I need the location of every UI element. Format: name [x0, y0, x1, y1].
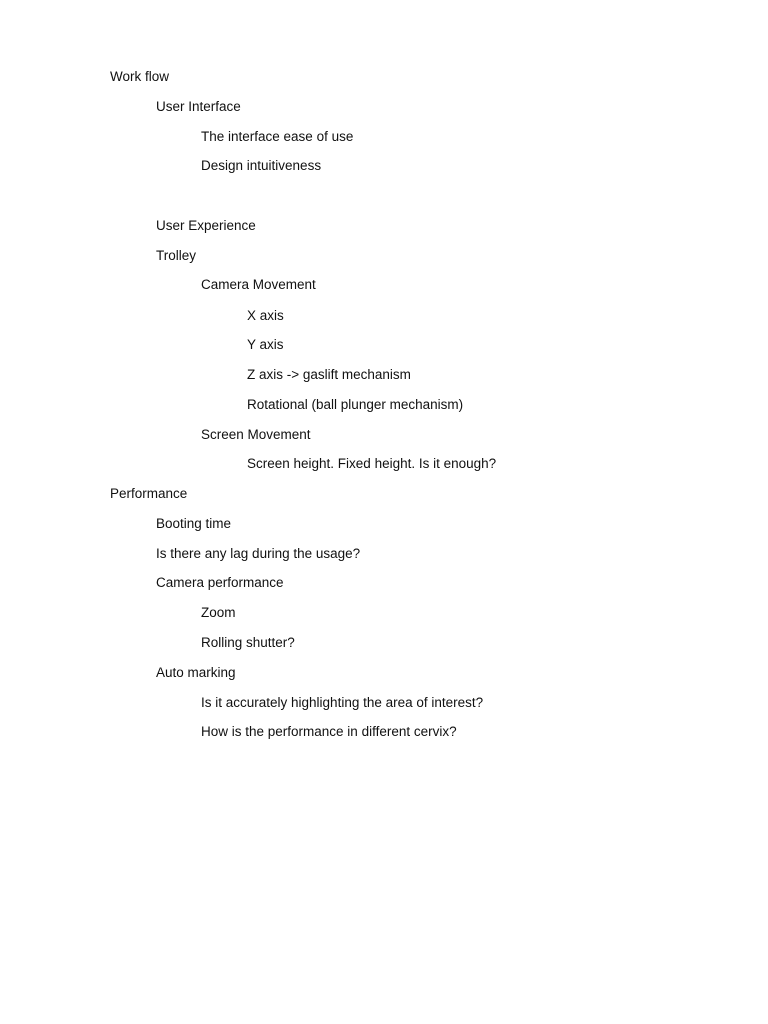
outline-item-y-axis: Y axis	[247, 337, 284, 352]
outline-item-user-interface: User Interface	[156, 99, 241, 114]
outline-item-user-experience: User Experience	[156, 218, 256, 233]
outline-item-camera-movement: Camera Movement	[201, 277, 316, 292]
outline-item-booting-time: Booting time	[156, 516, 232, 531]
outline-heading-work-flow: Work flow	[110, 69, 170, 84]
outline-item-zoom: Zoom	[201, 605, 236, 620]
outline-item-lag: Is there any lag during the usage?	[156, 546, 361, 561]
outline-item-design-intuitiveness: Design intuitiveness	[201, 158, 322, 173]
outline-item-cervix-performance: How is the performance in different cervix?	[201, 724, 457, 739]
outline-item-auto-marking: Auto marking	[156, 665, 236, 680]
outline-heading-performance: Performance	[110, 486, 188, 501]
outline-item-screen-height: Screen height. Fixed height. Is it enough?	[247, 456, 497, 471]
outline-item-interface-ease: The interface ease of use	[201, 129, 354, 144]
outline-item-rotational: Rotational (ball plunger mechanism)	[247, 397, 464, 412]
outline-item-screen-movement: Screen Movement	[201, 427, 311, 442]
outline-item-x-axis: X axis	[247, 308, 284, 323]
outline-item-camera-performance: Camera performance	[156, 575, 284, 590]
outline-item-trolley: Trolley	[156, 248, 197, 263]
outline-item-area-of-interest: Is it accurately highlighting the area of interest?	[201, 695, 484, 710]
outline-item-rolling-shutter: Rolling shutter?	[201, 635, 295, 650]
outline-item-z-axis: Z axis -> gaslift mechanism	[247, 367, 411, 382]
